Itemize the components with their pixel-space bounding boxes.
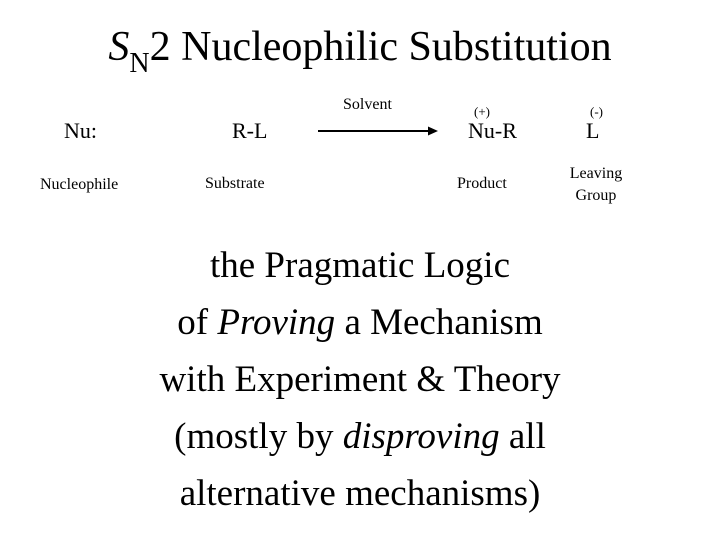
product-charge: (+) bbox=[474, 104, 490, 119]
substrate-formula: R-L bbox=[232, 118, 268, 143]
title-subscript: N bbox=[129, 48, 150, 79]
reaction-arrow bbox=[318, 125, 438, 137]
product-label: Product bbox=[457, 175, 507, 192]
leaving-group-charge: (-) bbox=[590, 104, 603, 119]
nucleophile-label: Nucleophile bbox=[40, 176, 119, 193]
substrate-label: Substrate bbox=[205, 175, 265, 192]
slide-title bbox=[0, 20, 720, 79]
body-line-4-pre: (mostly by bbox=[174, 416, 343, 457]
leaving-group-label bbox=[556, 163, 636, 207]
solvent-label: Solvent bbox=[343, 96, 392, 113]
body-line-5: alternative mechanisms) bbox=[179, 473, 541, 514]
body-line-2-pre: of bbox=[177, 302, 218, 343]
body-line-4-emphasis: disproving bbox=[342, 416, 500, 457]
body-text bbox=[0, 237, 720, 522]
body-line-2-emphasis: Proving bbox=[217, 302, 336, 343]
product-formula: Nu-R bbox=[468, 118, 517, 143]
body-line-4 bbox=[0, 408, 720, 465]
body-line-2-post: a Mechanism bbox=[335, 302, 543, 343]
leaving-group-label-line2: Group bbox=[575, 187, 617, 204]
body-line-2 bbox=[0, 294, 720, 351]
leaving-group-label-line1: Leaving bbox=[569, 165, 623, 182]
nucleophile-formula: Nu: bbox=[64, 118, 97, 143]
title-symbol: S bbox=[108, 24, 130, 70]
title-suffix: 2 Nucleophilic Substitution bbox=[149, 24, 612, 70]
body-line-1: the Pragmatic Logic bbox=[209, 245, 510, 286]
leaving-group-formula: L bbox=[586, 118, 600, 143]
body-line-4-post: all bbox=[499, 416, 546, 457]
body-line-3: with Experiment & Theory bbox=[159, 359, 561, 400]
